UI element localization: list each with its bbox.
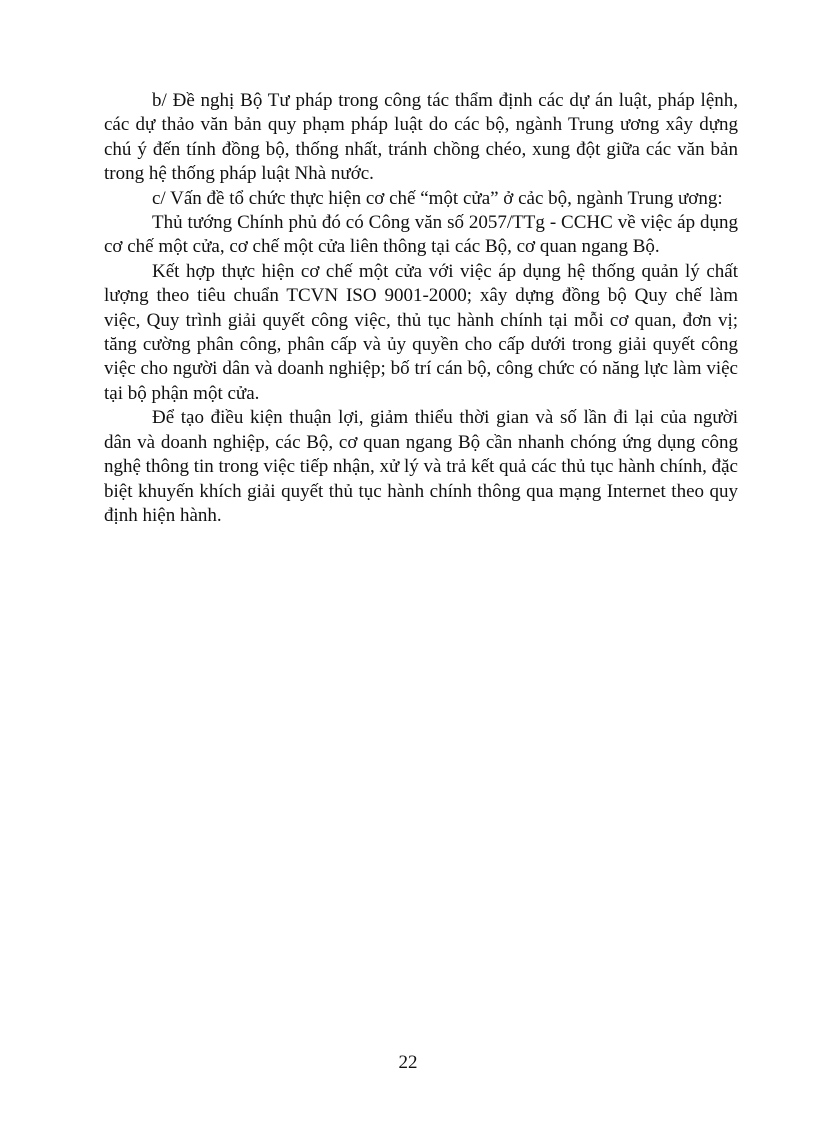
page-number: 22 (398, 1052, 418, 1073)
document-body (104, 89, 738, 528)
paragraph-one-stop-heading: c/ Vấn đề tổ chức thực hiện cơ chế “một cửa” ở cảc bộ, ngành Trung ương: (152, 187, 723, 209)
paragraph-quality-management: Kết hợp thực hiện cơ chế một cửa với việc áp dụng hệ thống quản lý chất lượng theo tiêu chuẩn TCVN ISO 9001-2000; xây dựng đồng bộ Quy chế làm việc, Quy trình giải quyết công việc, thủ tục hành chính tại mỗi cơ quan, đơn vị; tăng cường phân công, phân cấp và ủy quyền cho cấp dưới trong giải quyết công việc cho người dân và doanh nghiệp; bố trí cán bộ, công chức có năng lực làm việc tại bộ phận một cửa. (104, 260, 738, 404)
paragraph-information-technology: Để tạo điều kiện thuận lợi, giảm thiểu thời gian và số lần đi lại của người dân và doanh nghiệp, các Bộ, cơ quan ngang Bộ cần nhanh chóng ứng dụng công nghệ thông tin trong việc tiếp nhận, xử lý và trả kết quả các thủ tục hành chính, đặc biệt khuyến khích giải quyết thủ tục hành chính thông qua mạng Internet theo quy định hiện hành. (104, 407, 738, 526)
paragraph-request-ministry-of-justice: b/ Đề nghị Bộ Tư pháp trong công tác thẩm định các dự án luật, pháp lệnh, các dự thảo văn bản quy phạm pháp luật do các bộ, ngành Trung ương xây dựng chú ý đến tính đồng bộ, thống nhất, tránh chồng chéo, xung đột giữa các văn bản trong hệ thống pháp luật Nhà nước. (104, 90, 738, 185)
paragraph-prime-minister-dispatch: Thủ tướng Chính phủ đó có Công văn số 2057/TTg - CCHC về việc áp dụng cơ chế một cửa, cơ chế một cửa liên thông tại các Bộ, cơ quan ngang Bộ. (104, 212, 738, 258)
